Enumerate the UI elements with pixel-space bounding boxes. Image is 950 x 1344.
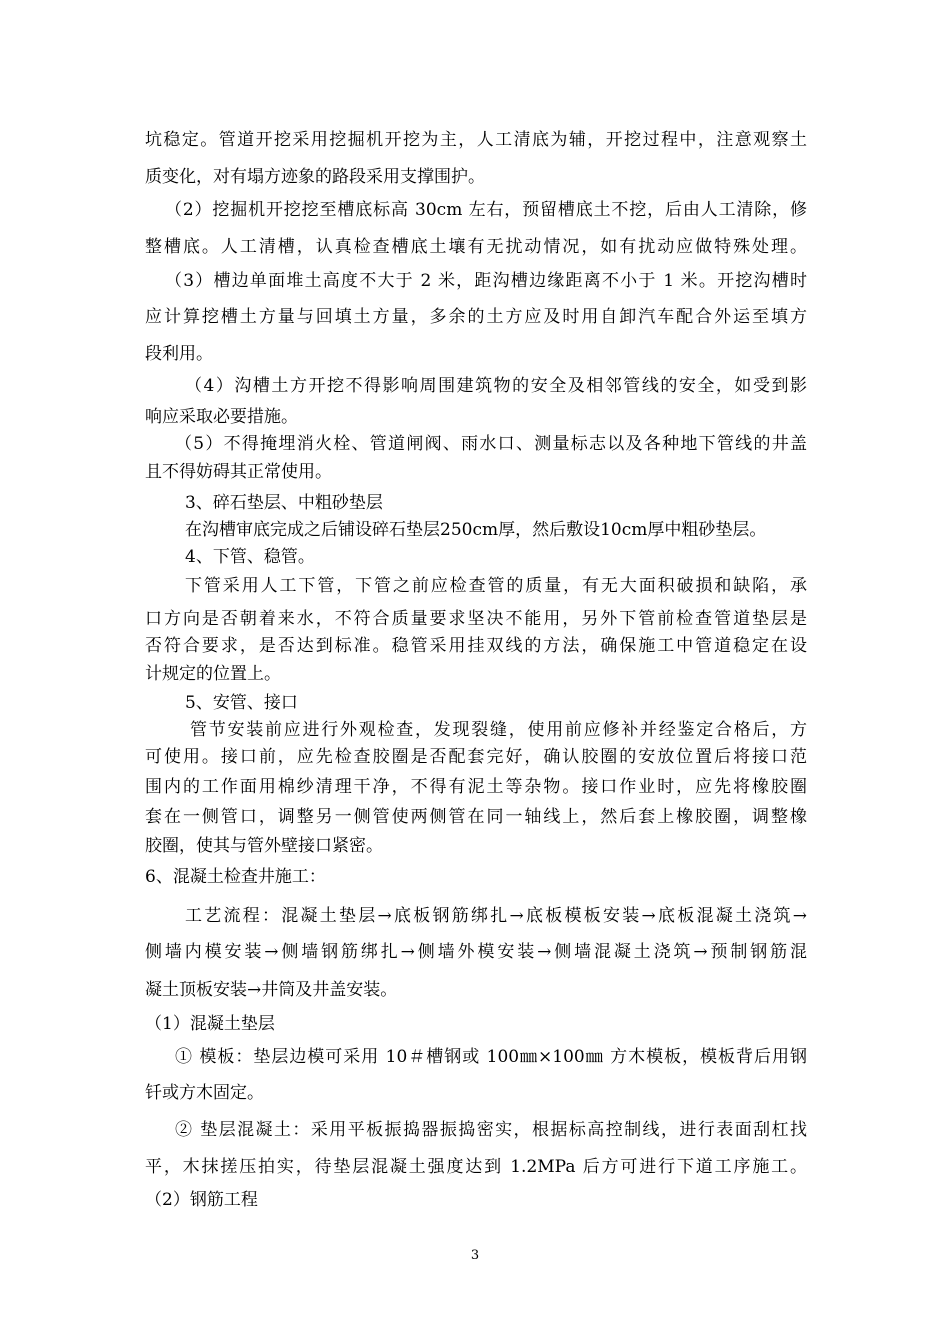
body-text-line: 否符合要求，是否达到标准。稳管采用挂双线的方法，确保施工中管道稳定在设	[145, 636, 807, 656]
body-text-line: 响应采取必要措施。	[145, 407, 298, 427]
section-heading: 4、下管、稳管。	[185, 547, 315, 567]
body-text-line: 套在一侧管口，调整另一侧管使两侧管在同一轴线上，然后套上橡胶圈，调整橡	[145, 807, 807, 827]
body-text-line: 凝土顶板安装→井筒及井盖安装。	[145, 980, 398, 1000]
page-number: 3	[470, 1248, 480, 1263]
body-text-line: （5）不得掩埋消火栓、管道闸阀、雨水口、测量标志以及各种地下管线的井盖	[175, 434, 807, 454]
section-heading: 6、混凝土检查井施工：	[145, 867, 326, 887]
body-text-line: 侧墙内模安装→侧墙钢筋绑扎→侧墙外模安装→侧墙混凝土浇筑→预制钢筋混	[145, 942, 807, 962]
body-text-line: （2）挖掘机开挖挖至槽底标高 30cm 左右，预留槽底土不挖，后由人工清除，修	[165, 200, 807, 220]
body-text-line: （4）沟槽土方开挖不得影响周围建筑物的安全及相邻管线的安全，如受到影	[185, 376, 807, 396]
section-heading: （2）钢筋工程	[145, 1190, 258, 1210]
body-text-line: 应计算挖槽土方量与回填土方量，多余的土方应及时用自卸汽车配合外运至填方	[145, 307, 807, 327]
section-heading: 5、安管、接口	[185, 693, 298, 713]
section-heading: 3、碎石垫层、中粗砂垫层	[185, 493, 383, 513]
body-text-line: 整槽底。人工清槽，认真检查槽底土壤有无扰动情况，如有扰动应做特殊处理。	[145, 237, 807, 257]
body-text-line: ① 模板：垫层边模可采用 10＃槽钢或 100㎜×100㎜ 方木模板，模板背后用钢	[175, 1047, 807, 1067]
body-text-line: 质变化，对有塌方迹象的路段采用支撑围护。	[145, 167, 485, 187]
body-text-line: 胶圈，使其与管外壁接口紧密。	[145, 836, 383, 856]
body-text-line: ② 垫层混凝土：采用平板振捣器振捣密实，根据标高控制线，进行表面刮杠找	[175, 1120, 807, 1140]
body-text-line: 可使用。接口前，应先检查胶圈是否配套完好，确认胶圈的安放位置后将接口范	[145, 747, 807, 767]
body-text-line: 工艺流程：混凝土垫层→底板钢筋绑扎→底板模板安装→底板混凝土浇筑→	[185, 906, 807, 926]
body-text-line: 管节安装前应进行外观检查，发现裂缝，使用前应修补并经鉴定合格后，方	[190, 720, 807, 740]
body-text-line: 计规定的位置上。	[145, 664, 281, 684]
body-text-line: 且不得妨碍其正常使用。	[145, 462, 332, 482]
body-text-line: （3）槽边单面堆土高度不大于 2 米，距沟槽边缘距离不小于 1 米。开挖沟槽时	[165, 271, 807, 291]
body-text-line: 坑稳定。管道开挖采用挖掘机开挖为主，人工清底为辅，开挖过程中，注意观察土	[145, 130, 807, 150]
body-text-line: 平，木抹搓压拍实，待垫层混凝土强度达到 1.2MPa 后方可进行下道工序施工。	[145, 1157, 807, 1177]
body-text-line: 钎或方木固定。	[145, 1083, 264, 1103]
body-text-line: 围内的工作面用棉纱清理干净，不得有泥土等杂物。接口作业时，应先将橡胶圈	[145, 777, 807, 797]
body-text-line: 口方向是否朝着来水，不符合质量要求坚决不能用，另外下管前检查管道垫层是	[145, 609, 807, 629]
body-text-line: 段利用。	[145, 344, 213, 364]
body-text-line: 下管采用人工下管，下管之前应检查管的质量，有无大面积破损和缺陷，承	[185, 576, 807, 596]
body-text-line: 在沟槽审底完成之后铺设碎石垫层250cm厚，然后敷设10cm厚中粗砂垫层。	[185, 520, 767, 540]
section-heading: （1）混凝土垫层	[145, 1014, 275, 1034]
